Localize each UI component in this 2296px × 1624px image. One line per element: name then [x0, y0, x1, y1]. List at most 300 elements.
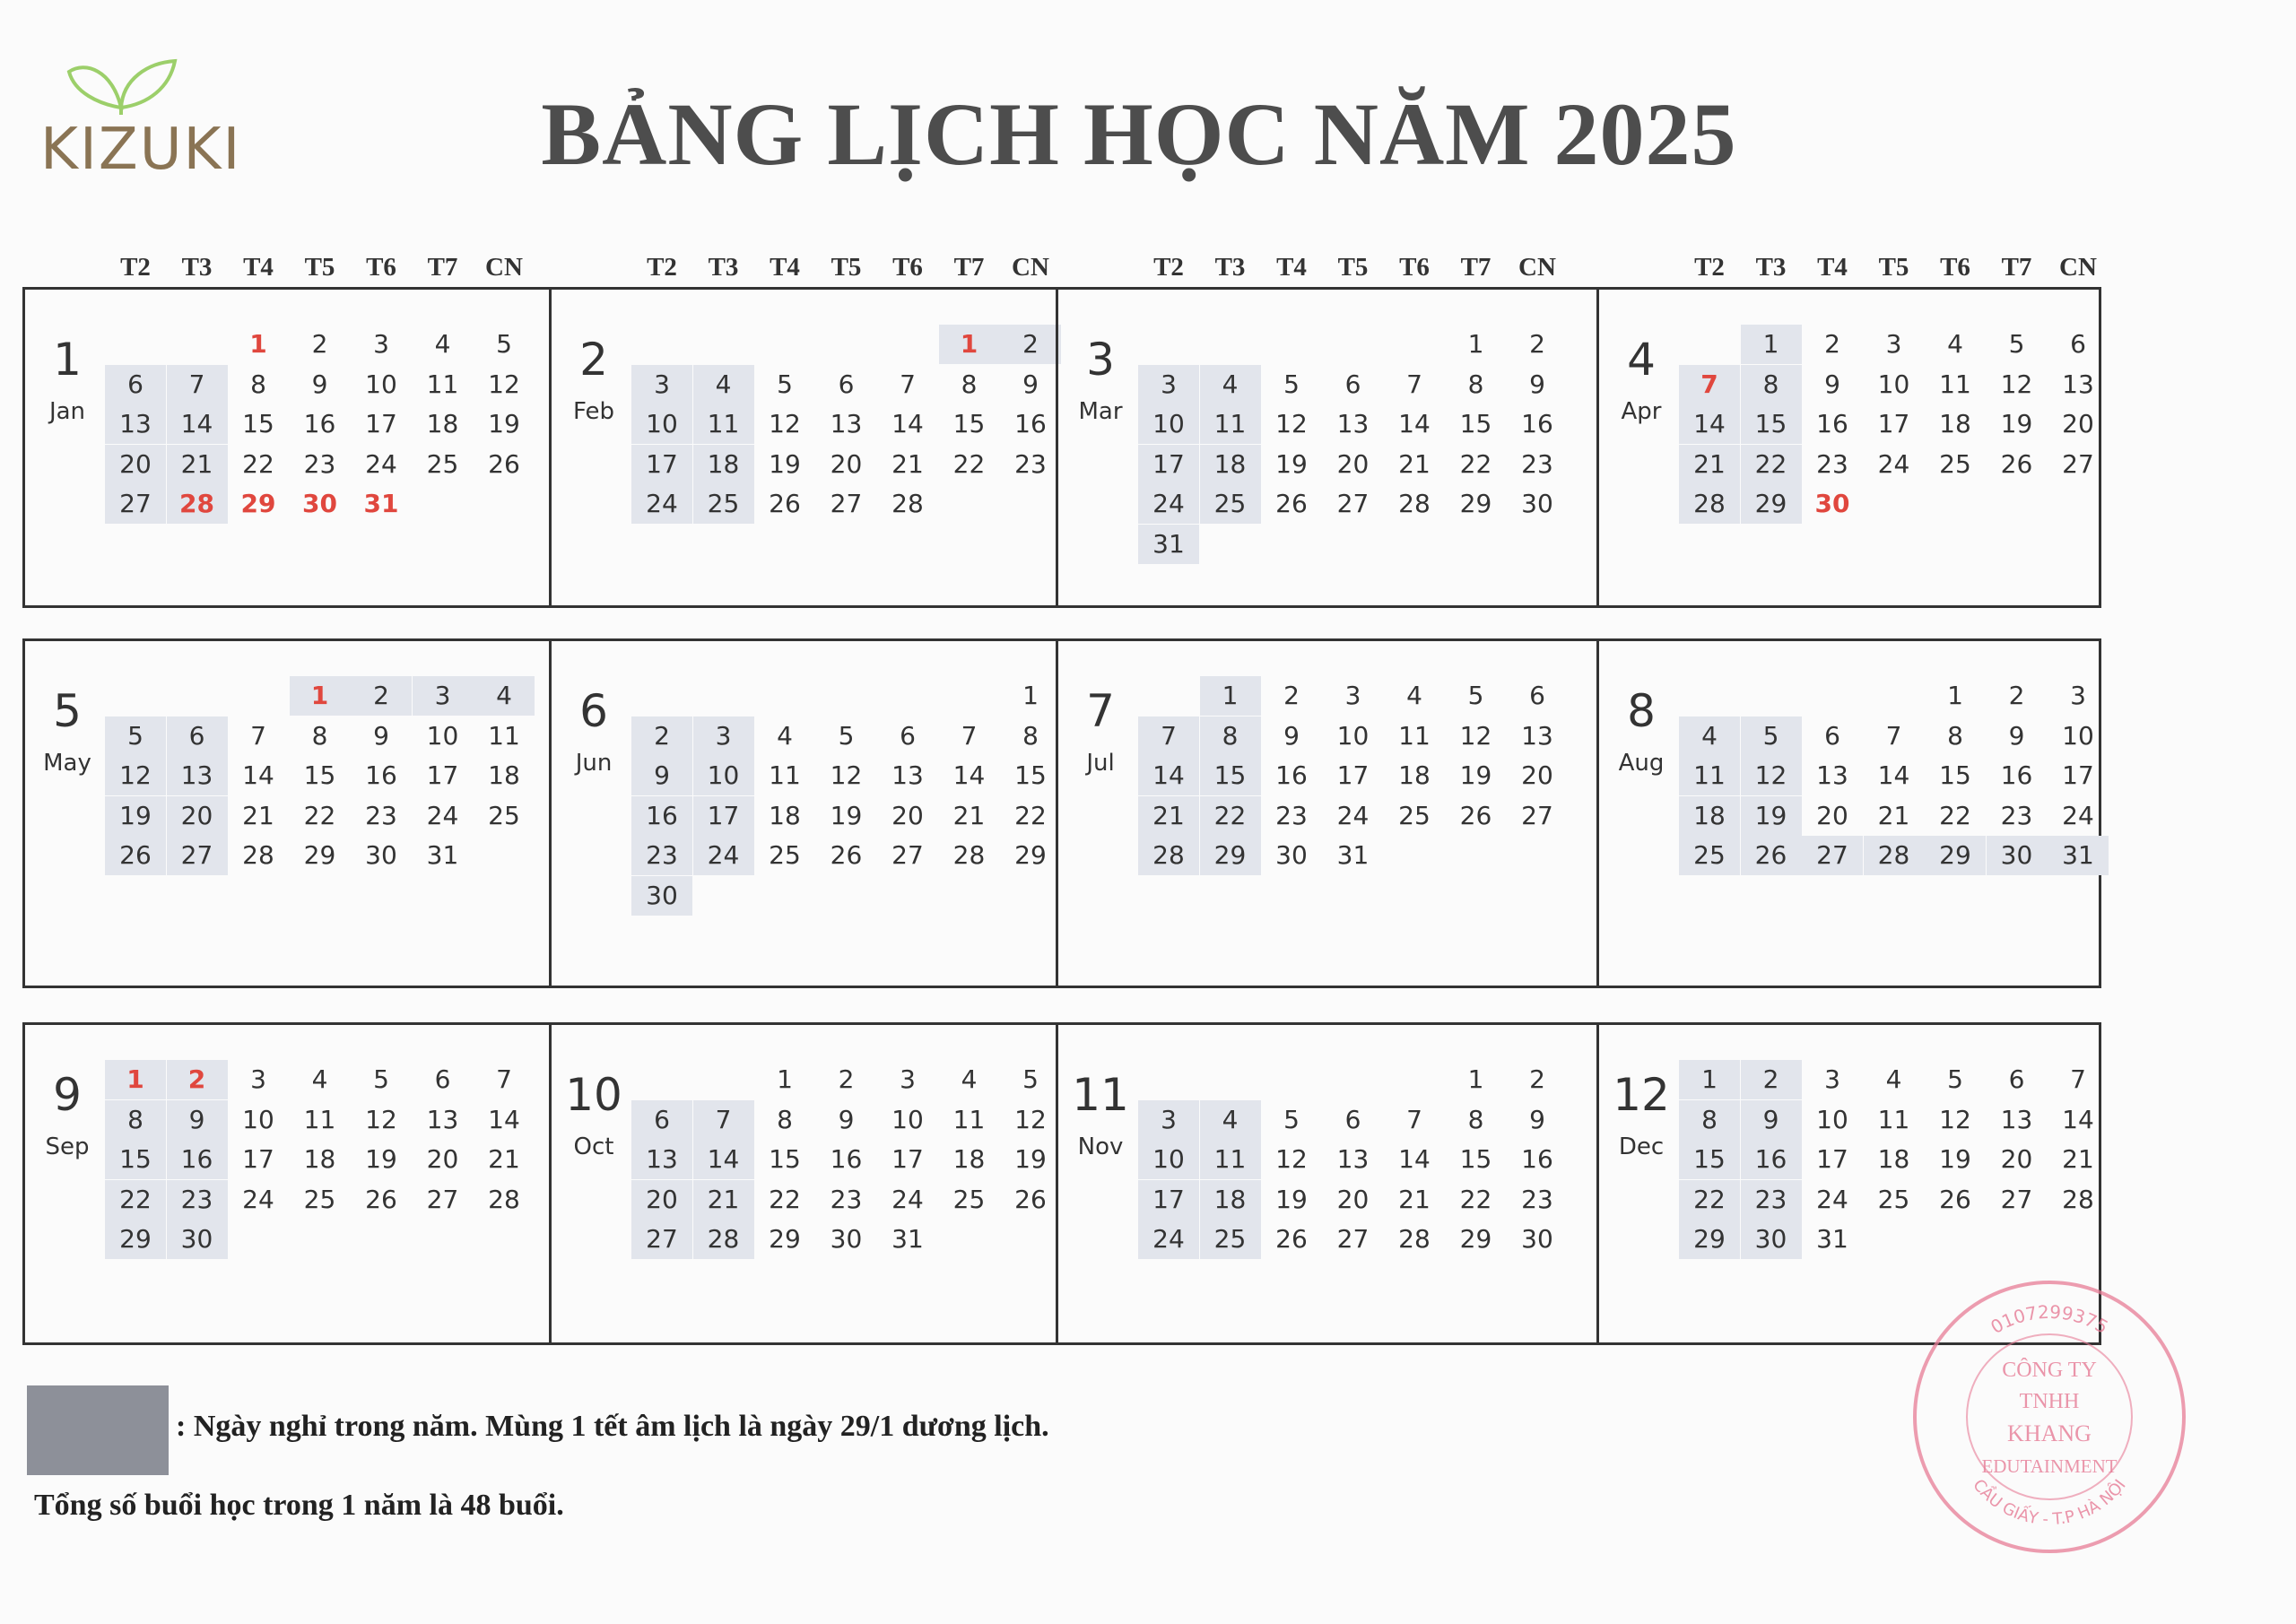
- day-cell: 21: [1877, 800, 1910, 830]
- day-cell: 9: [311, 369, 328, 399]
- day-cell: 15: [1459, 409, 1492, 439]
- day-cell: 9: [167, 1100, 228, 1140]
- day-cell: 9: [1824, 369, 1840, 399]
- day-cell: 22: [952, 448, 986, 479]
- day-cell: 8: [1947, 720, 1963, 751]
- day-cell: 7: [1679, 365, 1740, 404]
- weekday-header: T2: [120, 253, 151, 282]
- day-cell: 4: [1200, 365, 1261, 404]
- day-cell: 14: [167, 404, 228, 444]
- day-cell: 30: [1521, 1224, 1553, 1254]
- day-cell: 5: [1283, 1104, 1300, 1134]
- day-cell: 31: [2048, 836, 2109, 875]
- day-cell: 26: [1014, 1184, 1047, 1214]
- day-cell: 18: [1398, 760, 1431, 790]
- day-cell: 20: [167, 796, 228, 836]
- day-cell: 16: [2000, 760, 2033, 790]
- day-cell: 7: [1406, 1104, 1422, 1134]
- day-cell: 24: [891, 1184, 924, 1214]
- day-cell: 26: [1939, 1184, 1971, 1214]
- day-cell: 15: [1014, 760, 1047, 790]
- day-cell: 18: [1679, 796, 1740, 836]
- day-cell: 27: [891, 840, 924, 870]
- weekday-header: T6: [1940, 253, 1970, 282]
- day-cell: 18: [488, 760, 520, 790]
- day-cell: 30: [631, 876, 692, 916]
- day-cell: 14: [952, 760, 986, 790]
- month-name: Feb: [572, 398, 615, 425]
- day-cell: 4: [1885, 1064, 1902, 1094]
- day-cell: 5: [1283, 369, 1300, 399]
- day-cell: 26: [105, 836, 166, 875]
- day-cell: 18: [1877, 1144, 1910, 1174]
- month-number: 8: [1627, 685, 1656, 737]
- day-cell: 22: [1939, 800, 1971, 830]
- day-cell: 17: [1138, 445, 1199, 484]
- day-cell: 14: [1679, 404, 1740, 444]
- day-cell: 2: [2008, 681, 2025, 710]
- day-cell: 8: [1467, 1104, 1484, 1134]
- day-cell: 15: [242, 409, 274, 439]
- day-cell: 20: [426, 1144, 459, 1174]
- day-cell: 26: [1459, 800, 1492, 830]
- day-cell: 4: [311, 1064, 328, 1094]
- day-cell: 6: [900, 720, 916, 751]
- day-cell: 2: [838, 1064, 855, 1094]
- day-cell: 4: [1200, 1100, 1261, 1140]
- day-cell: 3: [250, 1064, 266, 1094]
- day-cell: 23: [1816, 448, 1848, 479]
- day-cell: 24: [631, 484, 692, 524]
- month-number: 12: [1613, 1069, 1670, 1121]
- month-name: Jul: [1086, 750, 1115, 777]
- day-cell: 15: [105, 1140, 166, 1179]
- day-cell: 2: [1000, 325, 1061, 364]
- day-cell: 1: [777, 1064, 793, 1094]
- day-cell: 26: [365, 1184, 397, 1214]
- day-cell: 13: [1521, 720, 1553, 751]
- day-cell: 3: [1885, 329, 1902, 359]
- day-cell: 29: [1014, 840, 1047, 870]
- logo-wordmark: KIZUKI: [40, 117, 242, 183]
- day-cell: 7: [250, 720, 266, 751]
- day-cell: 9: [631, 756, 692, 795]
- day-cell: 25: [1679, 836, 1740, 875]
- day-cell: 11: [426, 369, 459, 399]
- company-stamp: [1901, 1269, 2197, 1565]
- day-cell: 30: [1275, 840, 1308, 870]
- day-cell: 28: [1398, 489, 1431, 518]
- day-cell: 13: [167, 756, 228, 795]
- day-cell: 24: [242, 1184, 274, 1214]
- day-cell: 10: [242, 1104, 274, 1134]
- day-cell: 7: [496, 1064, 512, 1094]
- day-cell: 23: [1741, 1180, 1802, 1220]
- day-cell: 29: [240, 489, 276, 518]
- day-cell: 25: [1398, 800, 1431, 830]
- day-cell: 25: [488, 800, 520, 830]
- day-cell: 5: [777, 369, 793, 399]
- day-cell: 23: [830, 1184, 863, 1214]
- day-cell: 24: [693, 836, 754, 875]
- day-cell: 11: [303, 1104, 336, 1134]
- day-cell: 28: [891, 489, 924, 518]
- day-cell: 25: [769, 840, 801, 870]
- day-cell: 12: [365, 1104, 397, 1134]
- day-cell: 13: [105, 404, 166, 444]
- month-number: 10: [565, 1069, 622, 1121]
- day-cell: 18: [426, 409, 459, 439]
- day-cell: 2: [1824, 329, 1840, 359]
- day-cell: 12: [1275, 409, 1308, 439]
- holiday-legend-text: : Ngày nghỉ trong năm. Mùng 1 tết âm lịch là ngày 29/1 dương lịch.: [176, 1410, 1049, 1443]
- total-sessions-note: Tổng số buổi học trong 1 năm là 48 buổi.: [34, 1489, 564, 1522]
- day-cell: 30: [1814, 489, 1850, 518]
- day-cell: 6: [2070, 329, 2086, 359]
- weekday-header: T7: [2001, 253, 2032, 282]
- weekday-header: T5: [1337, 253, 1369, 282]
- day-cell: 23: [631, 836, 692, 875]
- day-cell: 12: [105, 756, 166, 795]
- day-cell: 14: [891, 409, 924, 439]
- day-cell: 20: [105, 445, 166, 484]
- weekday-header: T4: [770, 253, 800, 282]
- day-cell: 24: [1877, 448, 1910, 479]
- day-cell: 5: [373, 1064, 389, 1094]
- weekday-header: T2: [1153, 253, 1184, 282]
- day-cell: 20: [2000, 1144, 2033, 1174]
- day-cell: 3: [1824, 1064, 1840, 1094]
- day-cell: 7: [1885, 720, 1902, 751]
- day-cell: 15: [1939, 760, 1971, 790]
- stamp-top-text: 0107299375: [1987, 1300, 2112, 1339]
- day-cell: 12: [2000, 369, 2033, 399]
- day-cell: 30: [365, 840, 397, 870]
- day-cell: 2: [167, 1060, 228, 1099]
- day-cell: 27: [1336, 1224, 1370, 1254]
- day-cell: 19: [105, 796, 166, 836]
- day-cell: 27: [631, 1220, 692, 1259]
- day-cell: 12: [1014, 1104, 1047, 1134]
- day-cell: 9: [1741, 1100, 1802, 1140]
- weekday-header: T4: [243, 253, 274, 282]
- day-cell: 10: [693, 756, 754, 795]
- day-cell: 15: [1741, 404, 1802, 444]
- day-cell: 27: [426, 1184, 459, 1214]
- day-cell: 10: [1336, 720, 1370, 751]
- month-name: Sep: [45, 1133, 90, 1160]
- day-cell: 6: [167, 716, 228, 756]
- day-cell: 25: [952, 1184, 986, 1214]
- day-cell: 22: [105, 1180, 166, 1220]
- day-cell: 27: [105, 484, 166, 524]
- day-cell: 4: [434, 329, 451, 359]
- day-cell: 28: [242, 840, 274, 870]
- day-cell: 30: [167, 1220, 228, 1259]
- day-cell: 4: [961, 1064, 978, 1094]
- day-cell: 10: [426, 720, 459, 751]
- day-cell: 30: [1521, 489, 1553, 518]
- day-cell: 10: [1877, 369, 1910, 399]
- day-cell: 1: [105, 1060, 166, 1099]
- day-cell: 12: [830, 760, 863, 790]
- day-cell: 8: [105, 1100, 166, 1140]
- day-cell: 20: [1336, 448, 1370, 479]
- weekday-header: CN: [1518, 253, 1556, 282]
- day-cell: 20: [631, 1180, 692, 1220]
- day-cell: 19: [1275, 448, 1308, 479]
- day-cell: 23: [167, 1180, 228, 1220]
- stamp-line-4: EDUTAINMENT: [1981, 1455, 2118, 1477]
- day-cell: 22: [1459, 448, 1492, 479]
- day-cell: 2: [351, 676, 412, 716]
- weekday-header: T7: [427, 253, 458, 282]
- day-cell: 27: [2062, 448, 2094, 479]
- day-cell: 13: [1336, 409, 1370, 439]
- month-name: Nov: [1077, 1133, 1124, 1160]
- day-cell: 1: [1947, 681, 1963, 710]
- day-cell: 24: [1138, 1220, 1199, 1259]
- day-cell: 2: [631, 716, 692, 756]
- month-number: 3: [1086, 334, 1115, 386]
- weekday-header: T2: [647, 253, 677, 282]
- month-number: 7: [1086, 685, 1115, 737]
- day-cell: 1: [290, 676, 351, 716]
- day-cell: 16: [1816, 409, 1848, 439]
- day-cell: 18: [952, 1144, 986, 1174]
- day-cell: 16: [1275, 760, 1308, 790]
- day-cell: 24: [1138, 484, 1199, 524]
- day-cell: 15: [769, 1144, 801, 1174]
- day-cell: 14: [2062, 1104, 2094, 1134]
- weekday-header: T5: [831, 253, 862, 282]
- day-cell: 13: [1816, 760, 1848, 790]
- day-cell: 30: [1741, 1220, 1802, 1259]
- day-cell: 20: [830, 448, 863, 479]
- day-cell: 15: [952, 409, 986, 439]
- weekday-header: T3: [1755, 253, 1787, 282]
- day-cell: 24: [2062, 800, 2094, 830]
- day-cell: 25: [1939, 448, 1971, 479]
- day-cell: 4: [1947, 329, 1963, 359]
- day-cell: 9: [1283, 720, 1300, 751]
- day-cell: 31: [426, 840, 459, 870]
- day-cell: 20: [1816, 800, 1848, 830]
- month-number: 2: [579, 334, 608, 386]
- day-cell: 25: [303, 1184, 336, 1214]
- day-cell: 16: [365, 760, 397, 790]
- day-cell: 14: [1877, 760, 1910, 790]
- day-cell: 28: [1864, 836, 1925, 875]
- day-cell: 21: [488, 1144, 520, 1174]
- day-cell: 18: [769, 800, 801, 830]
- day-cell: 26: [830, 840, 863, 870]
- day-cell: 28: [167, 484, 228, 524]
- day-cell: 3: [1138, 1100, 1199, 1140]
- day-cell: 23: [2000, 800, 2033, 830]
- day-cell: 11: [1398, 720, 1431, 751]
- day-cell: 16: [303, 409, 336, 439]
- month-number: 11: [1072, 1069, 1129, 1121]
- month-number: 4: [1627, 334, 1656, 386]
- day-cell: 22: [1459, 1184, 1492, 1214]
- weekday-header: T7: [1460, 253, 1492, 282]
- day-cell: 29: [1925, 836, 1986, 875]
- weekday-header: T3: [181, 253, 213, 282]
- day-cell: 10: [631, 404, 692, 444]
- day-cell: 26: [1275, 489, 1308, 518]
- day-cell: 10: [1138, 1140, 1199, 1179]
- day-cell: 30: [830, 1224, 863, 1254]
- day-cell: 11: [1200, 404, 1261, 444]
- day-cell: 5: [2008, 329, 2025, 359]
- day-cell: 12: [1275, 1144, 1308, 1174]
- day-cell: 7: [1138, 716, 1199, 756]
- day-cell: 4: [474, 676, 535, 716]
- day-cell: 3: [413, 676, 474, 716]
- day-cell: 4: [1679, 716, 1740, 756]
- day-cell: 5: [105, 716, 166, 756]
- day-cell: 20: [891, 800, 924, 830]
- day-cell: 29: [769, 1224, 801, 1254]
- day-cell: 21: [1398, 1184, 1431, 1214]
- day-cell: 7: [167, 365, 228, 404]
- month-name: Jan: [48, 398, 86, 425]
- stamp-line-2: TNHH: [2019, 1390, 2080, 1413]
- weekday-header: T5: [304, 253, 335, 282]
- day-cell: 15: [1200, 756, 1261, 795]
- month-name: Oct: [573, 1133, 614, 1160]
- month-name: Dec: [1618, 1133, 1665, 1160]
- day-cell: 19: [830, 800, 863, 830]
- day-cell: 31: [1336, 840, 1370, 870]
- day-cell: 21: [693, 1180, 754, 1220]
- day-cell: 11: [1939, 369, 1971, 399]
- day-cell: 16: [1014, 409, 1047, 439]
- day-cell: 19: [1939, 1144, 1971, 1174]
- weekday-header: T6: [892, 253, 923, 282]
- day-cell: 9: [838, 1104, 855, 1134]
- day-cell: 27: [167, 836, 228, 875]
- day-cell: 28: [693, 1220, 754, 1259]
- day-cell: 2: [1283, 681, 1300, 710]
- day-cell: 9: [1022, 369, 1039, 399]
- day-cell: 13: [891, 760, 924, 790]
- day-cell: 13: [830, 409, 863, 439]
- month-number: 5: [53, 685, 82, 737]
- day-cell: 8: [1741, 365, 1802, 404]
- day-cell: 17: [1877, 409, 1910, 439]
- day-cell: 6: [2008, 1064, 2025, 1094]
- day-cell: 3: [693, 716, 754, 756]
- day-cell: 25: [1200, 1220, 1261, 1259]
- day-cell: 31: [1816, 1224, 1848, 1254]
- day-cell: 12: [1939, 1104, 1971, 1134]
- day-cell: 7: [2070, 1064, 2086, 1094]
- day-cell: 8: [777, 1104, 793, 1134]
- day-cell: 10: [365, 369, 397, 399]
- weekday-header: T4: [1817, 253, 1848, 282]
- day-cell: 3: [1138, 365, 1199, 404]
- day-cell: 14: [1138, 756, 1199, 795]
- day-cell: 5: [1741, 716, 1802, 756]
- day-cell: 13: [426, 1104, 459, 1134]
- day-cell: 12: [769, 409, 801, 439]
- day-cell: 31: [363, 489, 399, 518]
- day-cell: 16: [1741, 1140, 1802, 1179]
- day-cell: 14: [693, 1140, 754, 1179]
- day-cell: 5: [1947, 1064, 1963, 1094]
- holiday-legend-swatch: [27, 1385, 169, 1475]
- day-cell: 4: [693, 365, 754, 404]
- day-cell: 1: [1741, 325, 1802, 364]
- day-cell: 16: [1521, 409, 1553, 439]
- day-cell: 7: [1406, 369, 1422, 399]
- weekday-header: T5: [1878, 253, 1909, 282]
- day-cell: 17: [242, 1144, 274, 1174]
- day-cell: 2: [1529, 329, 1545, 359]
- weekday-header: T2: [1694, 253, 1725, 282]
- day-cell: 5: [1022, 1064, 1039, 1094]
- day-cell: 22: [242, 448, 274, 479]
- day-cell: 26: [488, 448, 520, 479]
- day-cell: 10: [1816, 1104, 1848, 1134]
- weekday-header: CN: [2059, 253, 2097, 282]
- page-title: BẢNG LỊCH HỌC NĂM 2025: [541, 84, 1737, 184]
- day-cell: 3: [2070, 681, 2086, 710]
- day-cell: 12: [488, 369, 520, 399]
- day-cell: 1: [1467, 1064, 1484, 1094]
- day-cell: 17: [631, 445, 692, 484]
- day-cell: 17: [1816, 1144, 1848, 1174]
- day-cell: 24: [1336, 800, 1370, 830]
- day-cell: 24: [365, 448, 397, 479]
- day-cell: 11: [488, 720, 520, 751]
- day-cell: 29: [1459, 1224, 1492, 1254]
- day-cell: 29: [105, 1220, 166, 1259]
- day-cell: 22: [1200, 796, 1261, 836]
- day-cell: 13: [2000, 1104, 2033, 1134]
- day-cell: 1: [1022, 681, 1039, 710]
- day-cell: 18: [303, 1144, 336, 1174]
- day-cell: 9: [1529, 369, 1545, 399]
- day-cell: 5: [1467, 681, 1484, 710]
- day-cell: 23: [1521, 448, 1553, 479]
- day-cell: 1: [1200, 676, 1261, 716]
- stamp-line-1: CÔNG TY: [2002, 1359, 2097, 1382]
- month-number: 1: [53, 334, 82, 386]
- day-cell: 30: [302, 489, 337, 518]
- day-cell: 31: [1138, 525, 1199, 564]
- svg-text:CẦU GIẤY - T.P HÀ NỘI: [1969, 1476, 2129, 1529]
- day-cell: 4: [777, 720, 793, 751]
- day-cell: 27: [2000, 1184, 2033, 1214]
- day-cell: 22: [1679, 1180, 1740, 1220]
- day-cell: 5: [838, 720, 855, 751]
- day-cell: 11: [769, 760, 801, 790]
- stamp-line-3: KHANG: [2007, 1420, 2092, 1446]
- day-cell: 27: [1521, 800, 1553, 830]
- weekday-header: CN: [1012, 253, 1049, 282]
- day-cell: 8: [1679, 1100, 1740, 1140]
- weekday-header: T3: [708, 253, 739, 282]
- day-cell: 23: [1521, 1184, 1553, 1214]
- day-cell: 16: [167, 1140, 228, 1179]
- day-cell: 23: [303, 448, 336, 479]
- day-cell: 13: [2062, 369, 2094, 399]
- day-cell: 12: [1741, 756, 1802, 795]
- day-cell: 13: [631, 1140, 692, 1179]
